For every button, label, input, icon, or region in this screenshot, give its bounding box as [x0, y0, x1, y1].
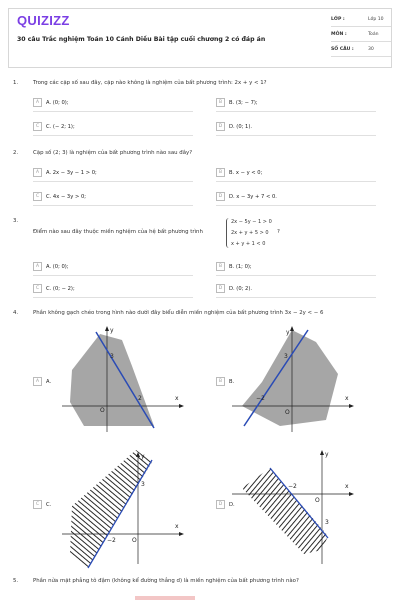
option-letter-box: D [216, 122, 225, 131]
meta-subject [331, 32, 391, 44]
hatched-region [242, 468, 328, 554]
hatched-region [70, 450, 152, 568]
divider [331, 56, 391, 57]
x-axis-label: x [175, 395, 179, 402]
option-d[interactable] [216, 122, 252, 131]
system-line: 2x + y + 5 > 0 [231, 230, 269, 236]
meta-class [331, 17, 391, 29]
option-a[interactable] [33, 262, 69, 271]
y-intercept-label: 3 [325, 519, 329, 526]
option-text: C. 4x − 3y > 0; [46, 194, 86, 200]
option-letter-box: C [33, 192, 42, 201]
system-line: 2x − 5y − 1 > 0 [231, 219, 272, 225]
y-axis-label: y [141, 453, 145, 460]
option-b[interactable] [216, 262, 252, 271]
y-axis-label: y [325, 451, 329, 458]
divider [33, 297, 193, 298]
option-b[interactable] [216, 98, 258, 107]
option-c[interactable] [33, 122, 75, 131]
question-text: Cặp số (2; 3) là nghiệm của bất phương trình nào sau đây? [33, 150, 193, 156]
option-letter-box: B [216, 98, 225, 107]
question-number: 4. [13, 310, 19, 316]
option-letter-box: A [33, 262, 42, 271]
question-text: Phần nửa mặt phẳng tô đậm (không kể đường thẳng d) là miền nghiệm của bất phương trình nào? [33, 578, 299, 584]
x-intercept-label: −2 [256, 395, 265, 402]
meta-value: Toán [368, 32, 379, 37]
option-letter-box: C [33, 122, 42, 131]
option-c[interactable] [33, 192, 86, 201]
x-axis-arrow [179, 532, 184, 536]
origin-label: O [285, 409, 290, 416]
meta-label: MÔN : [331, 32, 347, 37]
option-letter-box: D [216, 192, 225, 201]
x-intercept-label: −2 [107, 537, 116, 544]
option-c[interactable] [33, 500, 51, 509]
origin-label: O [132, 537, 137, 544]
option-text: C. (0; − 2); [46, 286, 75, 292]
x-axis-label: x [175, 523, 179, 530]
document-header [8, 8, 392, 68]
question-text: Phần không gạch chéo trong hình nào dưới đây biểu diễn miền nghiệm của bất phương trình 3x − 2y < − 6 [33, 310, 324, 316]
option-letter-box: A [33, 377, 42, 386]
x-axis-label: x [345, 395, 349, 402]
meta-label: LỚP : [331, 17, 345, 22]
option-text: C. (− 2; 1); [46, 124, 75, 130]
option-d[interactable] [216, 500, 235, 509]
divider [33, 205, 193, 206]
divider [216, 297, 376, 298]
x-axis-arrow [349, 404, 354, 408]
option-text: B. (3; − 7); [229, 100, 258, 106]
question-number: 2. [13, 150, 19, 156]
divider [33, 135, 193, 136]
x-axis-label: x [345, 483, 349, 490]
option-text: D. (0; 2). [229, 286, 252, 292]
option-d[interactable] [216, 284, 252, 293]
option-letter-box: D [216, 500, 225, 509]
question-number: 5. [13, 578, 19, 584]
option-letter-box: B [216, 168, 225, 177]
y-axis-arrow [290, 326, 294, 331]
meta-value: Lớp 10 [368, 17, 384, 22]
y-axis-label: y [110, 327, 114, 334]
shaded-region [70, 334, 154, 426]
option-letter-box: A [33, 168, 42, 177]
option-text: B. (1; 0); [229, 264, 252, 270]
option-text: A. (0; 0); [46, 264, 69, 270]
origin-label: O [315, 497, 320, 504]
option-text: C. [46, 502, 52, 508]
option-text: D. (0; 1). [229, 124, 252, 130]
option-text: A. 2x − 3y − 1 > 0; [46, 170, 97, 176]
origin-label: O [100, 407, 105, 414]
meta-label: SỐ CÂU : [331, 47, 354, 52]
question-text: Trong các cặp số sau đây, cặp nào không là nghiệm của bất phương trình: 2x + y < 1? [33, 80, 267, 86]
system-line: x + y + 1 < 0 [231, 241, 266, 247]
graph-d [232, 446, 362, 570]
y-axis-arrow [320, 450, 324, 455]
option-d[interactable] [216, 192, 277, 201]
option-letter-box: D [216, 284, 225, 293]
question-number: 3. [13, 218, 19, 224]
option-a[interactable] [33, 98, 69, 107]
question-number: 1. [13, 80, 19, 86]
graph-preview-strip [135, 596, 195, 600]
divider [216, 181, 376, 182]
option-text: D. x − 3y + 7 < 0. [229, 194, 277, 200]
divider [33, 275, 193, 276]
option-letter-box: B [216, 262, 225, 271]
y-intercept-label: 3 [110, 353, 114, 360]
graph-a [62, 322, 192, 434]
option-letter-box: C [33, 500, 42, 509]
meta-value: 30 [368, 47, 374, 52]
option-a[interactable] [33, 377, 51, 386]
option-b[interactable] [216, 377, 234, 386]
divider [331, 26, 391, 27]
document-title: 30 câu Trắc nghiệm Toán 10 Cánh Diều Bài tập cuối chương 2 có đáp án [17, 36, 266, 43]
meta-count [331, 47, 391, 59]
divider [216, 135, 376, 136]
divider [33, 181, 193, 182]
option-b[interactable] [216, 168, 262, 177]
option-text: A. (0; 0); [46, 100, 69, 106]
option-text: B. [229, 379, 235, 385]
divider [216, 205, 376, 206]
graph-b [232, 322, 362, 434]
quizizz-logo: QUIZIZZ [17, 13, 70, 28]
divider [216, 111, 376, 112]
y-intercept-label: 3 [284, 353, 288, 360]
option-letter-box: C [33, 284, 42, 293]
x-intercept-label: −2 [288, 483, 297, 490]
system-brace [226, 218, 230, 248]
option-a[interactable] [33, 168, 97, 177]
graph-c [62, 446, 192, 570]
y-intercept-label: 3 [141, 481, 145, 488]
x-axis-arrow [349, 492, 354, 496]
option-text: A. [46, 379, 52, 385]
question-text: Điểm nào sau đây thuộc miền nghiệm của hệ bất phương trình [33, 229, 203, 235]
question-mark: ? [277, 229, 280, 235]
option-text: D. [229, 502, 235, 508]
option-letter-box: A [33, 98, 42, 107]
option-c[interactable] [33, 284, 75, 293]
divider [33, 111, 193, 112]
shaded-region [242, 330, 338, 426]
y-axis-label: y [286, 329, 290, 336]
option-letter-box: B [216, 377, 225, 386]
divider [331, 41, 391, 42]
divider [216, 275, 376, 276]
x-intercept-label: 2 [138, 395, 142, 402]
option-text: B. x − y < 0; [229, 170, 263, 176]
y-axis-arrow [105, 326, 109, 331]
x-axis-arrow [179, 404, 184, 408]
